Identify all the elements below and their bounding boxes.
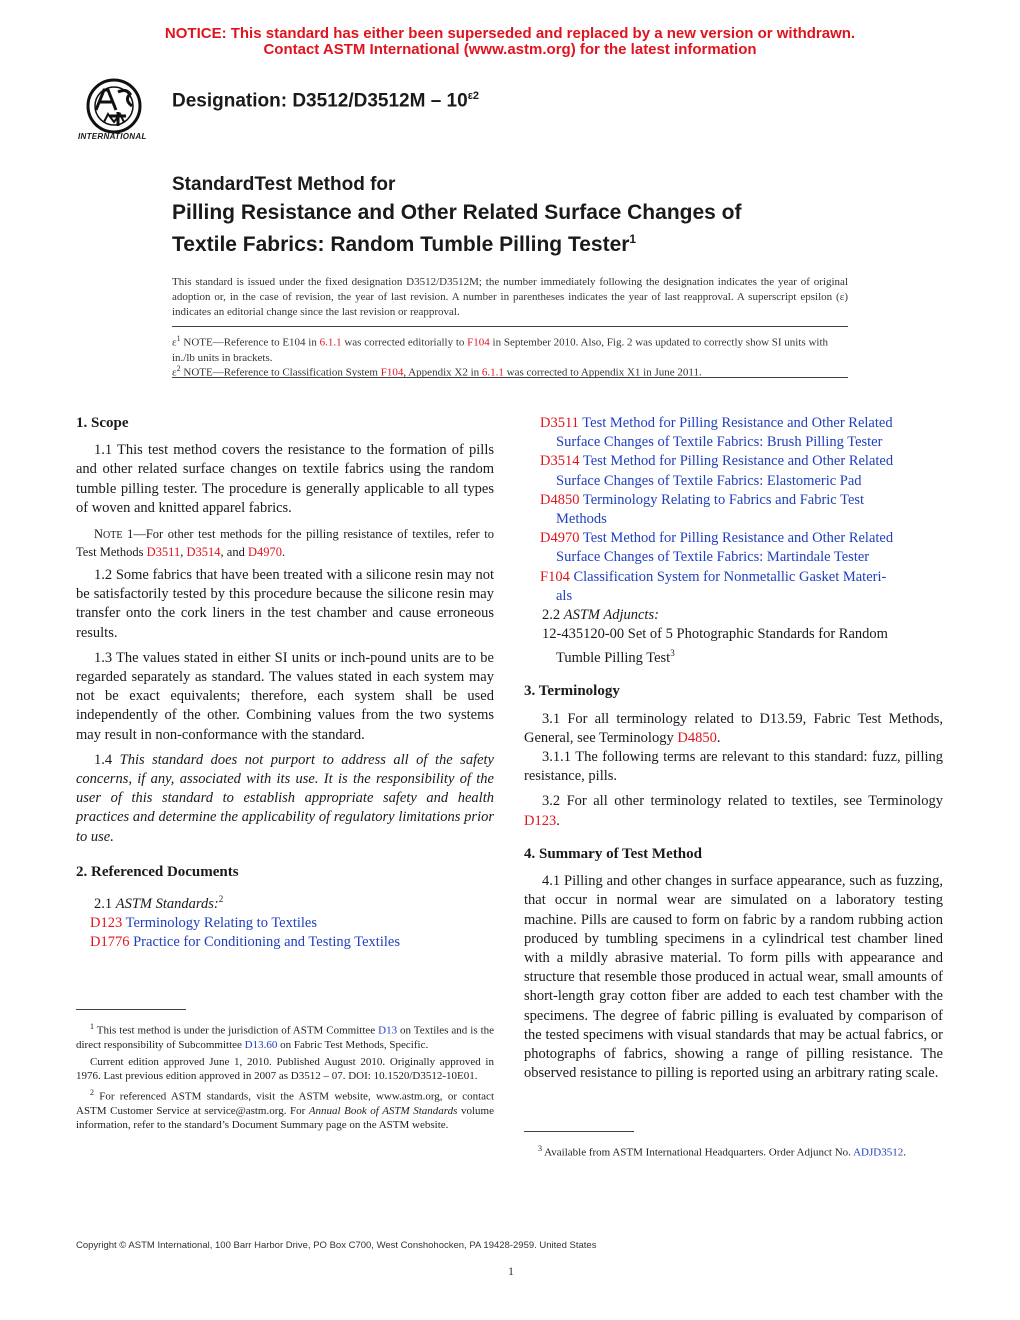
reference-title[interactable]: Terminology Relating to Fabrics and Fabric Test bbox=[579, 491, 865, 508]
reference-title-cont[interactable]: Methods bbox=[556, 511, 607, 528]
standard-link[interactable]: F104 bbox=[380, 366, 404, 379]
footnote-3 bbox=[524, 1142, 943, 1160]
paragraph-1-3: 1.3 The values stated in either SI units or inch-pound units are to be regarded separately as standard. The values stated in each system may not be exact equivalents; therefore, each system shall be used independently of the other. Combining values from the two systems may result in non-conformance with the standard. bbox=[76, 649, 494, 743]
epsilon-sup: 2 bbox=[176, 364, 181, 373]
reference-code[interactable]: D1776 bbox=[90, 934, 130, 951]
note-text: NOTE—Reference to E104 in bbox=[180, 336, 320, 349]
subheading: ASTM Adjuncts: bbox=[563, 607, 659, 624]
footnote-3-text bbox=[524, 1142, 943, 1160]
standard-link[interactable]: D4970 bbox=[247, 545, 282, 560]
logo-text: INTERNATIONAL bbox=[78, 132, 147, 141]
footnote-1-edition: Current edition approved June 1, 2010. Published August 2010. Originally approved in 1976. Last previous edition approved in 2007 as D3512 – 07. DOI: 10.1520/D3512-10E01. bbox=[76, 1055, 494, 1083]
adjunct-link[interactable]: ADJD3512 bbox=[853, 1146, 904, 1159]
paragraph-3-1 bbox=[524, 710, 943, 748]
paragraph-text: 3.2 For all other terminology related to textiles, see Terminology bbox=[542, 793, 943, 810]
section-heading-referenced-documents: 2. Referenced Documents bbox=[76, 863, 239, 880]
note-text: . bbox=[281, 545, 286, 560]
adjunct-text: 12-435120-00 Set of 5 Photographic Standards for Random bbox=[542, 626, 888, 643]
standard-link[interactable]: D3514 bbox=[186, 545, 221, 560]
footnotes-left bbox=[76, 1020, 494, 1133]
reference-title[interactable]: Test Method for Pilling Resistance and Other Related bbox=[579, 453, 894, 470]
paragraph-1-4 bbox=[76, 751, 494, 847]
divider-bottom bbox=[172, 377, 848, 378]
paragraph-number: 2.2 bbox=[542, 607, 564, 624]
reference-item[interactable] bbox=[540, 414, 943, 433]
reference-item[interactable] bbox=[540, 491, 943, 510]
designation bbox=[172, 90, 479, 112]
footnote-text: volume information, refer to the standard’s Document Summary page on the ASTM website. bbox=[76, 1104, 494, 1132]
reference-code[interactable]: D123 bbox=[90, 915, 123, 932]
paragraph-1-1: 1.1 This test method covers the resistance to the formation of pills and other related surface changes on textile fabrics using the random tumble pilling tester. The procedure is generally applicable to all types of woven and knitted apparel fabrics. bbox=[76, 442, 494, 516]
footnote-1 bbox=[76, 1020, 494, 1053]
footnote-divider-right bbox=[524, 1131, 634, 1132]
note-text: was corrected to Appendix X1 in June 2011. bbox=[503, 366, 702, 379]
section-link[interactable]: 6.1.1 bbox=[481, 366, 504, 379]
notice-line-2: Contact ASTM International (www.astm.org) for the latest information bbox=[263, 41, 757, 58]
title-line-2 bbox=[172, 226, 872, 258]
reference-code[interactable]: D3511 bbox=[540, 415, 579, 431]
note-label: N bbox=[94, 527, 104, 542]
reference-title-cont[interactable]: als bbox=[556, 587, 573, 604]
note-text: NOTE—Reference to Classification System bbox=[180, 366, 381, 379]
title-prefix: StandardTest Method for bbox=[172, 174, 396, 195]
reference-title[interactable]: Test Method for Pilling Resistance and Other Related bbox=[579, 530, 894, 547]
paragraph-number: 2.1 bbox=[94, 895, 116, 912]
note-text: 1—For other test methods for the pilling resistance of textiles, refer to Test Methods bbox=[76, 527, 494, 560]
paragraph-3-2 bbox=[524, 792, 943, 830]
reference-item[interactable] bbox=[90, 933, 494, 952]
paragraph-3-1-1: 3.1.1 The following terms are relevant to this standard: fuzz, pilling resistance, pills. bbox=[524, 749, 943, 785]
subheading: ASTM Standards: bbox=[115, 895, 219, 912]
footnote-text: Available from ASTM International Headquarters. Order Adjunct No. bbox=[542, 1146, 854, 1159]
left-column bbox=[76, 414, 494, 953]
reference-title[interactable]: Terminology Relating to Textiles bbox=[122, 915, 318, 932]
paragraph-number: 1.4 bbox=[94, 751, 120, 768]
note-text: in September 2010. Also, Fig. 2 was updated to correctly show SI units with in./lb units in brackets. bbox=[172, 336, 828, 364]
reference-item[interactable] bbox=[90, 914, 494, 933]
paragraph-text: . bbox=[716, 729, 721, 746]
issuance-statement: This standard is issued under the fixed designation D3512/D3512M; the number immediately following the designation indicates the year of original adoption or, in the case of revision, the year of last revision. A number in parentheses indicates the year of last reapproval. A superscript epsilon (ε) indicates an editorial change since the last revision or reapproval. bbox=[172, 276, 848, 318]
title-line-2-text: Textile Fabrics: Random Tumble Pilling Tester bbox=[172, 233, 630, 256]
adjunct-text: Tumble Pilling Test bbox=[556, 650, 671, 667]
reference-item[interactable] bbox=[540, 568, 943, 587]
page-number: 1 bbox=[508, 1264, 514, 1278]
astm-logo bbox=[74, 76, 162, 142]
divider-top bbox=[172, 326, 848, 327]
section-link[interactable]: 6.1.1 bbox=[319, 336, 342, 349]
withdrawal-notice bbox=[0, 26, 1020, 58]
footnote-text: on Fabric Test Methods, Specific. bbox=[277, 1039, 429, 1052]
reference-list-left bbox=[76, 914, 494, 952]
title-footnote-marker: 1 bbox=[629, 232, 637, 246]
footnote-divider-left bbox=[76, 1009, 186, 1010]
document-title bbox=[172, 199, 872, 258]
reference-code[interactable]: D4850 bbox=[540, 491, 580, 508]
footnote-marker: 3 bbox=[670, 648, 675, 659]
reference-title[interactable]: Classification System for Nonmetallic Gasket Materi- bbox=[569, 568, 887, 585]
standard-link[interactable]: D4850 bbox=[677, 729, 717, 746]
epsilon-symbol: ε bbox=[172, 336, 177, 349]
reference-item[interactable] bbox=[540, 452, 943, 471]
reference-code[interactable]: D4970 bbox=[540, 530, 580, 547]
committee-link[interactable]: D13 bbox=[378, 1024, 398, 1037]
notice-line-1: NOTICE: This standard has either been superseded and replaced by a new version or withdrawn. bbox=[164, 25, 856, 42]
reference-code[interactable]: D3514 bbox=[540, 453, 580, 470]
copyright-footer: Copyright © ASTM International, 100 Barr Harbor Drive, PO Box C700, West Conshohocken, PA 19428-2959. United States bbox=[76, 1240, 597, 1251]
paragraph-2-1 bbox=[76, 890, 494, 914]
standard-link[interactable]: F104 bbox=[467, 336, 490, 349]
note-text: was corrected editorially to bbox=[341, 336, 468, 349]
footnote-italic: Annual Book of ASTM Standards bbox=[308, 1104, 458, 1117]
reference-title-cont[interactable]: Surface Changes of Textile Fabrics: Martindale Tester bbox=[556, 549, 870, 566]
standard-link[interactable]: D3511 bbox=[146, 545, 181, 560]
footnote-2 bbox=[76, 1086, 494, 1133]
subcommittee-link[interactable]: D13.60 bbox=[244, 1039, 278, 1052]
paragraph-text: . bbox=[556, 812, 560, 829]
footnote-marker: 2 bbox=[218, 894, 224, 905]
section-heading-scope: 1. Scope bbox=[76, 415, 129, 431]
note-text: , bbox=[180, 545, 187, 560]
reference-title-cont[interactable]: Surface Changes of Textile Fabrics: Elastomeric Pad bbox=[556, 472, 862, 489]
footnote-text: . bbox=[903, 1146, 906, 1159]
footnote-text: For referenced ASTM standards, visit the ASTM website, www.astm.org, or contact ASTM Customer Service at service@astm.org. For bbox=[76, 1090, 494, 1117]
designation-superscript: ε2 bbox=[467, 90, 480, 102]
right-column bbox=[524, 414, 943, 1083]
designation-label: Designation: D3512/D3512M – 10 bbox=[172, 90, 468, 112]
footnote-marker: 1 bbox=[90, 1022, 94, 1031]
footnote-marker: 2 bbox=[90, 1087, 94, 1097]
paragraph-2-2 bbox=[524, 606, 943, 625]
standard-link[interactable]: D123 bbox=[524, 812, 557, 829]
section-heading-terminology: 3. Terminology bbox=[524, 683, 620, 700]
paragraph-4-1: 4.1 Pilling and other changes in surface appearance, such as fuzzing, that occur in normal wear are simulated on a laboratory testing machine. Pills are caused to form on fabric by a random rubbing action produced by tumbling specimens in a cylindrical test chamber lined with a mildly abrasive material. To form pills with appearance and structure that resemble those produced in actual wear, small amounts of short-length gray cotton fiber are added to each test chamber with the specimens. The degree of fabric pilling is evaluated by comparison of the tested specimens with visual standards that may be actual fabrics, or photographs of fabrics, showing a range of pilling resistance. The observed resistance to pilling is reported using an arbitrary rating scale. bbox=[524, 873, 943, 1082]
footnote-text: on Textiles and is the direct responsibility of Subcommittee bbox=[76, 1024, 495, 1052]
note-text: , and bbox=[220, 545, 248, 560]
epsilon-sup: 1 bbox=[176, 334, 181, 343]
section-heading-summary: 4. Summary of Test Method bbox=[524, 845, 702, 862]
reference-item[interactable] bbox=[540, 529, 943, 548]
note-1 bbox=[76, 526, 494, 560]
note-text: , Appendix X2 in bbox=[403, 366, 482, 379]
footnote-text: This test method is under the jurisdiction of ASTM Committee bbox=[94, 1024, 379, 1037]
reference-title[interactable]: Practice for Conditioning and Testing Textiles bbox=[129, 934, 400, 951]
adjunct-text-cont bbox=[542, 644, 943, 668]
title-line-1: Pilling Resistance and Other Related Surface Changes of bbox=[172, 201, 742, 224]
epsilon-symbol: ε bbox=[172, 366, 177, 379]
adjunct-item bbox=[524, 625, 943, 668]
reference-title-cont[interactable]: Surface Changes of Textile Fabrics: Brush Pilling Tester bbox=[556, 434, 883, 451]
safety-statement: This standard does not purport to address all of the safety concerns, if any, associated with its use. It is the responsibility of the user of this standard to establish appropriate safety and health practices and determine the applicability of regulatory limitations prior to use. bbox=[76, 751, 494, 845]
reference-list-right bbox=[524, 414, 943, 606]
paragraph-text: 3.1 For all terminology related to D13.59, Fabric Test Methods, General, see Terminology bbox=[524, 710, 943, 746]
footnote-marker: 3 bbox=[538, 1144, 542, 1153]
note-label-smallcaps: OTE bbox=[103, 530, 123, 542]
reference-title[interactable]: Test Method for Pilling Resistance and Other Related bbox=[578, 415, 893, 431]
paragraph-1-2: 1.2 Some fabrics that have been treated with a silicone resin may not be satisfactorily tested by this procedure because the silicone resin may transfer onto the cork liners in the test chamber and cause erroneous results. bbox=[76, 567, 494, 641]
reference-code[interactable]: F104 bbox=[540, 568, 570, 585]
